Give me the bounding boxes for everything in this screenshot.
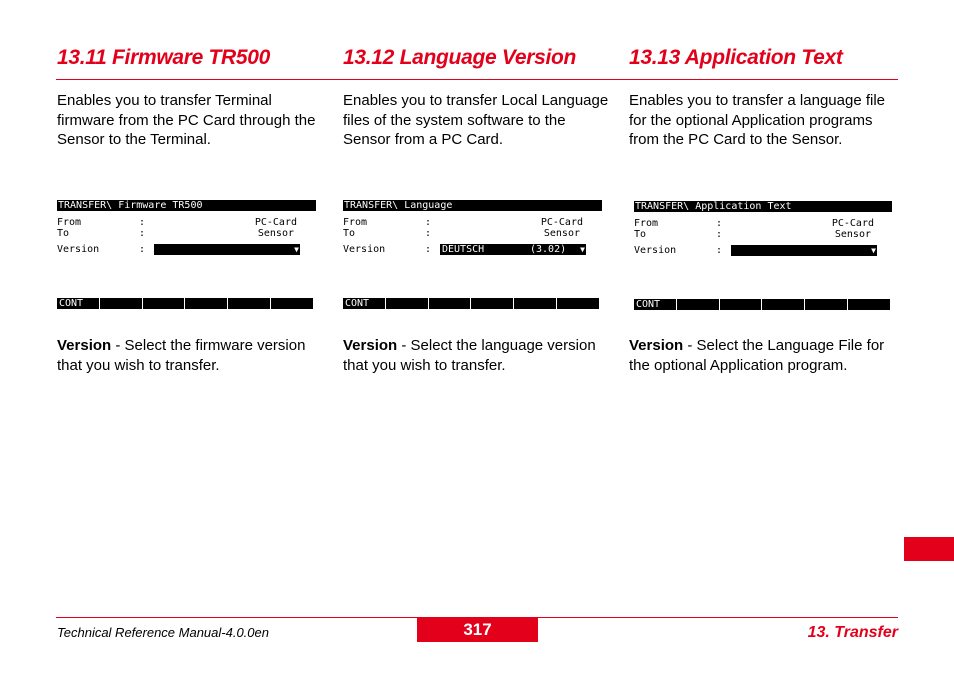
softkey-bar [634, 299, 890, 310]
chapter-title: 13. Transfer [807, 624, 898, 641]
softkey-empty[interactable] [143, 298, 185, 309]
softkey-empty[interactable] [471, 298, 514, 309]
softkey-empty[interactable] [429, 298, 471, 309]
version-dropdown[interactable] [731, 245, 877, 256]
cont-softkey[interactable]: CONT [343, 298, 386, 309]
screen-firmware [57, 200, 319, 312]
screen-title: TRANSFER\ Firmware TR500 [57, 200, 316, 211]
version-dropdown[interactable]: DEUTSCH (3.02) ▼ [442, 244, 585, 255]
section-heading-language: 13.12 Language Version [343, 46, 577, 69]
softkey-bar [343, 298, 599, 309]
body-text-application-text: Enables you to transfer a language file for the optional Application programs from the PC Card to the Sensor. [629, 92, 886, 148]
screen-row-version: Version : ▼ [634, 245, 876, 256]
softkey-empty[interactable] [271, 298, 313, 309]
softkey-empty[interactable] [848, 299, 890, 310]
screen-row-version: Version : DEUTSCH (3.02) ▼ [343, 244, 585, 255]
screen-application-text [634, 201, 896, 313]
screen-row-to: To : Sensor [343, 228, 580, 239]
top-divider [56, 79, 898, 80]
softkey-empty[interactable] [386, 298, 429, 309]
softkey-empty[interactable] [762, 299, 805, 310]
triangle-down-icon: ▼ [294, 245, 299, 254]
screen-row-to: To : Sensor [634, 229, 871, 240]
note-language: Version - Select the language version that you wish to transfer. [343, 337, 596, 374]
softkey-empty[interactable] [805, 299, 848, 310]
page-number: 317 [417, 618, 538, 642]
screen-row-from: From : PC-Card [343, 217, 583, 228]
softkey-empty[interactable] [228, 298, 271, 309]
screen-title: TRANSFER\ Application Text [634, 201, 892, 212]
softkey-empty[interactable] [720, 299, 762, 310]
note-application-text: Version - Select the Language File for the optional Application program. [629, 337, 885, 374]
chapter-tab [904, 537, 954, 561]
section-heading-application-text: 13.13 Application Text [629, 46, 843, 69]
screen-row-version: Version : ▼ [57, 244, 299, 255]
note-firmware: Version - Select the firmware version that you wish to transfer. [57, 337, 306, 374]
screen-row-to: To : Sensor [57, 228, 294, 239]
softkey-empty[interactable] [677, 299, 720, 310]
screen-row-from: From : PC-Card [634, 218, 874, 229]
softkey-empty[interactable] [100, 298, 143, 309]
softkey-empty[interactable] [557, 298, 599, 309]
triangle-down-icon: ▼ [871, 246, 876, 255]
cont-softkey[interactable]: CONT [634, 299, 677, 310]
version-dropdown[interactable] [154, 244, 300, 255]
body-text-language: Enables you to transfer Local Language files of the system software to the Sensor from a PC Card. [343, 92, 609, 148]
softkey-bar [57, 298, 313, 309]
screen-row-from: From : PC-Card [57, 217, 297, 228]
body-text-firmware: Enables you to transfer Terminal firmware from the PC Card through the Sensor to the Terminal. [57, 92, 316, 148]
cont-softkey[interactable]: CONT [57, 298, 100, 309]
triangle-down-icon: ▼ [580, 245, 585, 254]
section-heading-firmware: 13.11 Firmware TR500 [57, 46, 271, 69]
softkey-empty[interactable] [185, 298, 228, 309]
manual-title: Technical Reference Manual-4.0.0en [57, 625, 269, 640]
softkey-empty[interactable] [514, 298, 557, 309]
screen-title: TRANSFER\ Language [343, 200, 602, 211]
screen-language [343, 200, 605, 312]
